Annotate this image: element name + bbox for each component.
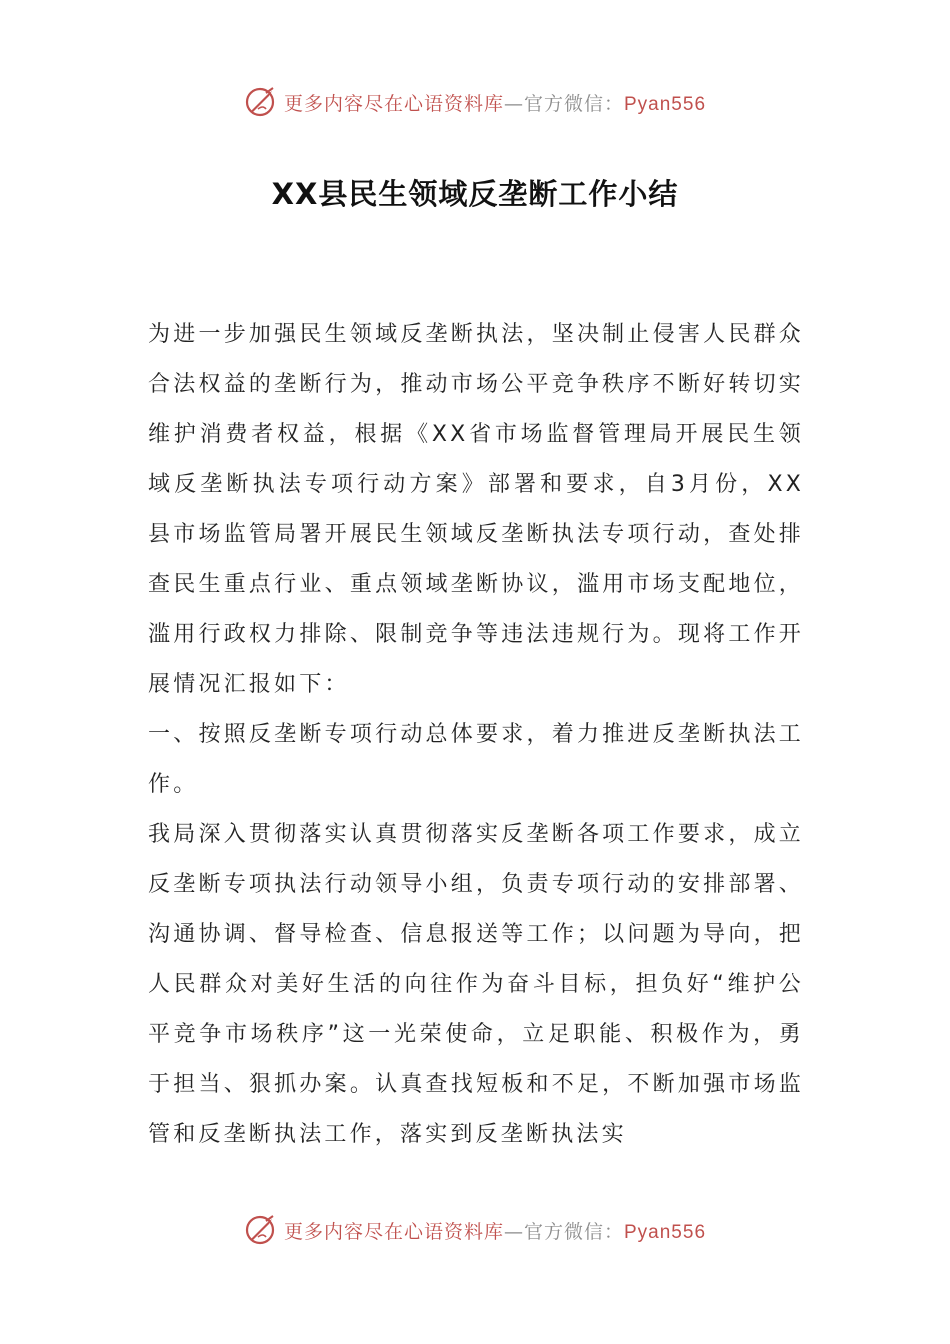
wechat-label: 官方微信：	[523, 1220, 624, 1243]
paragraph-section-1: 我局深入贯彻落实认真贯彻落实反垄断各项工作要求，成立反垄断专项执法行动领导小组，负责专项行动的安排部署、沟通协调、督导检查、信息报送等工作；以问题为导向，把人民群众对美好生活的向往作为奋斗目标，担负好“维护公平竞争市场秩序”这一光荣使命，立足职能、积极作为，勇于担当、狠抓办案。认真查找短板和不足，不断加强市场监管和反垄断执法工作，落实到反垄断执法实	[148, 822, 804, 1147]
watermark-separator: —	[503, 92, 524, 115]
watermark-text	[284, 89, 706, 116]
quill-pen-logo-icon	[244, 85, 278, 119]
watermark-main-text: 更多内容尽在心语资料库	[283, 92, 504, 115]
wechat-label: 官方微信：	[523, 92, 624, 115]
paragraph-intro: 为进一步加强民生领域反垄断执法，坚决制止侵害人民群众合法权益的垄断行为，推动市场公平竞争秩序不断好转切实维护消费者权益，根据《XX省市场监督管理局开展民生领域反垄断执法专项行动方案》部署和要求，自3月份，XX县市场监管局署开展民生领域反垄断执法专项行动，查处排查民生重点行业、重点领域垄断协议，滥用市场支配地位，滥用行政权力排除、限制竞争等违法违规行为。现将工作开展情况汇报如下：	[148, 322, 804, 697]
footer-watermark-banner	[0, 1206, 950, 1254]
wechat-id: Pyan556	[624, 1221, 707, 1243]
watermark-separator: —	[503, 1220, 524, 1243]
wechat-id: Pyan556	[624, 93, 707, 115]
section-heading-1: 一、按照反垄断专项行动总体要求，着力推进反垄断执法工作。	[148, 722, 804, 797]
document-body	[148, 310, 804, 1160]
document-title: XX县民生领域反垄断工作小结	[271, 177, 679, 211]
quill-pen-logo-icon	[244, 1213, 278, 1247]
header-watermark-banner	[0, 78, 950, 126]
watermark-text	[284, 1217, 706, 1244]
watermark-main-text: 更多内容尽在心语资料库	[283, 1220, 504, 1243]
